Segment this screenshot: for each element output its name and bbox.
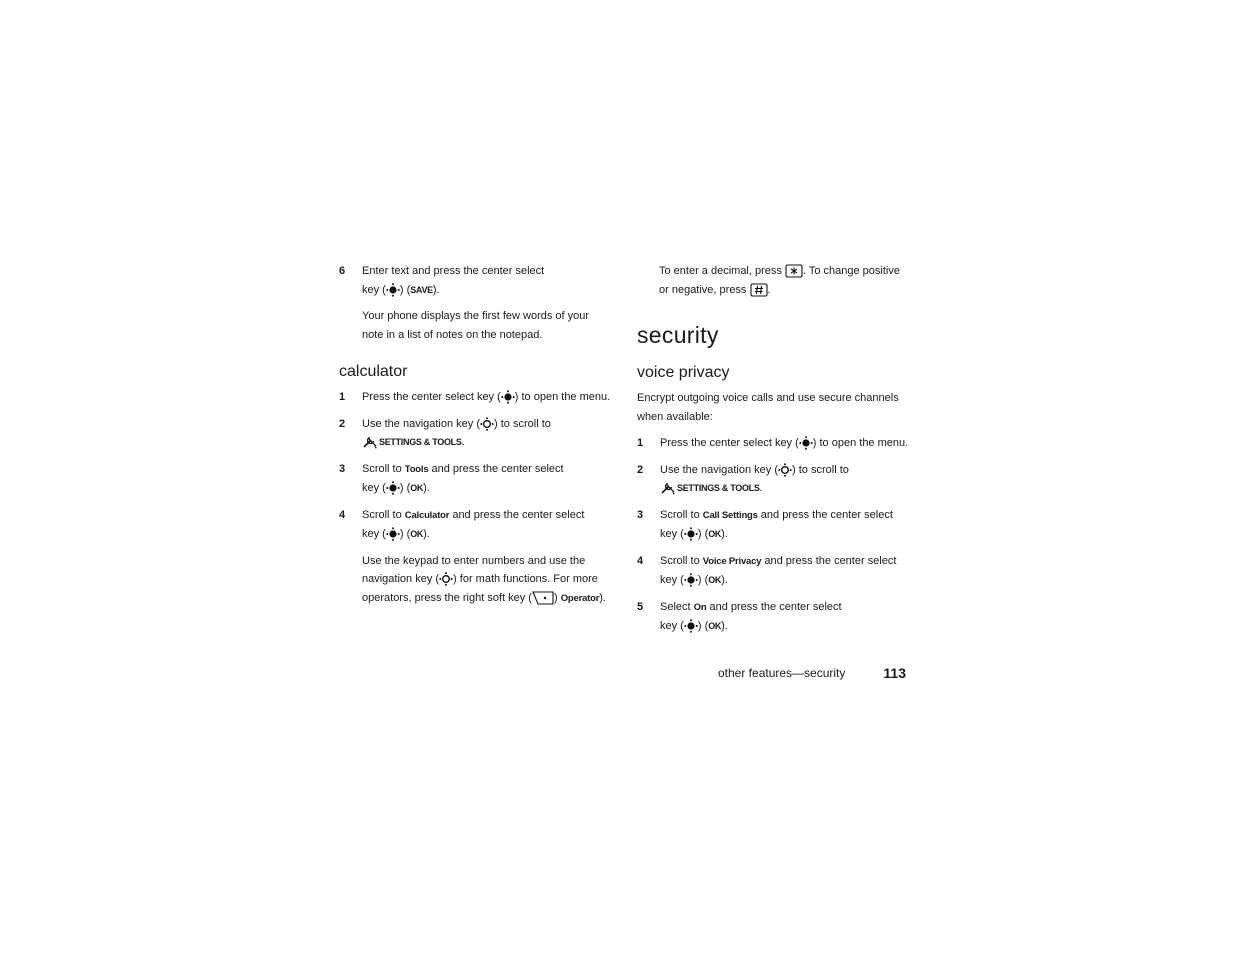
ok-label: OK — [708, 529, 722, 539]
ok-label: OK — [708, 575, 722, 585]
calculator-menu-item: Calculator — [404, 509, 450, 521]
voice-step-2: 2 Use the navigation key ( ) to scroll to SETTINGS & TOOLS. — [637, 461, 909, 498]
step-number: 2 — [637, 463, 644, 476]
pound-key-icon — [750, 283, 768, 297]
tools-menu-item: Tools — [404, 463, 429, 475]
center-select-key-icon — [501, 390, 515, 404]
call-settings-menu-item: Call Settings — [702, 509, 758, 521]
voice-step-5: 5 Select On and press the center select key ( ) (OK). — [637, 598, 909, 636]
right-column — [637, 262, 909, 644]
step-number: 6 — [339, 265, 346, 277]
ok-label: OK — [410, 529, 424, 539]
navigation-key-icon — [480, 417, 494, 431]
security-heading: security — [637, 322, 719, 348]
step-number: 5 — [637, 600, 644, 613]
calc-step-1: 1 Press the center select key ( ) to open the menu. — [339, 388, 611, 407]
step-6: 6 Enter text and press the center select key ( ) (SAVE). — [339, 262, 611, 299]
voice-privacy-menu-item: Voice Privacy — [702, 555, 762, 567]
left-column — [339, 262, 611, 616]
step-number: 3 — [637, 508, 644, 521]
voice-step-4: 4 Scroll to Voice Privacy and press the center select key ( ) (OK). — [637, 552, 909, 590]
center-select-key-icon — [386, 527, 400, 541]
voice-privacy-heading: voice privacy — [637, 364, 730, 381]
step-number: 2 — [339, 417, 346, 430]
center-select-key-icon — [684, 573, 698, 587]
calc-step-4-note: Use the keypad to enter numbers and use the navigation key ( ) for math functions. For more operators, press the right soft key ( ) Operator). — [362, 554, 606, 604]
calculator-heading: calculator — [339, 363, 408, 380]
step-number: 1 — [339, 391, 346, 403]
step-number: 1 — [637, 437, 644, 449]
voice-step-3: 3 Scroll to Call Settings and press the center select key ( ) (OK). — [637, 506, 909, 544]
ok-label: OK — [708, 621, 722, 631]
decimal-note: To enter a decimal, press . To change positive or negative, press . — [659, 265, 900, 296]
step-number: 3 — [339, 462, 346, 475]
settings-tools-menu: SETTINGS & TOOLS — [379, 437, 462, 447]
navigation-key-icon — [439, 572, 453, 586]
center-select-key-icon — [684, 527, 698, 541]
settings-tools-icon — [660, 481, 677, 495]
calc-step-4: 4 Scroll to Calculator and press the center select key ( ) (OK). — [339, 506, 611, 544]
center-select-key-icon — [386, 481, 400, 495]
center-select-key-icon — [684, 619, 698, 633]
step-number: 4 — [339, 508, 346, 521]
navigation-key-icon — [778, 463, 792, 477]
save-label: SAVE — [410, 284, 433, 295]
voice-privacy-intro: Encrypt outgoing voice calls and use secure channels when available: — [637, 392, 899, 423]
voice-step-1: 1 Press the center select key ( ) to open the menu. — [637, 434, 909, 453]
calc-step-2: 2 Use the navigation key ( ) to scroll to SETTINGS & TOOLS. — [339, 415, 611, 452]
ok-label: OK — [410, 483, 424, 493]
page-number: 113 — [883, 665, 906, 681]
right-soft-key-icon — [532, 591, 554, 605]
calc-step-3: 3 Scroll to Tools and press the center select key ( ) (OK). — [339, 460, 611, 498]
settings-tools-icon — [362, 435, 379, 449]
footer-section-label: other features—security — [718, 666, 846, 680]
center-select-key-icon — [386, 283, 400, 297]
settings-tools-menu: SETTINGS & TOOLS — [677, 483, 760, 493]
center-select-key-icon — [799, 436, 813, 450]
step-6-note: Your phone displays the first few words of your note in a list of notes on the notepad. — [362, 310, 590, 341]
step-number: 4 — [637, 554, 644, 567]
on-option: On — [693, 601, 707, 613]
operator-label: Operator — [560, 592, 600, 604]
page-footer — [718, 666, 908, 680]
star-key-icon — [785, 264, 803, 278]
